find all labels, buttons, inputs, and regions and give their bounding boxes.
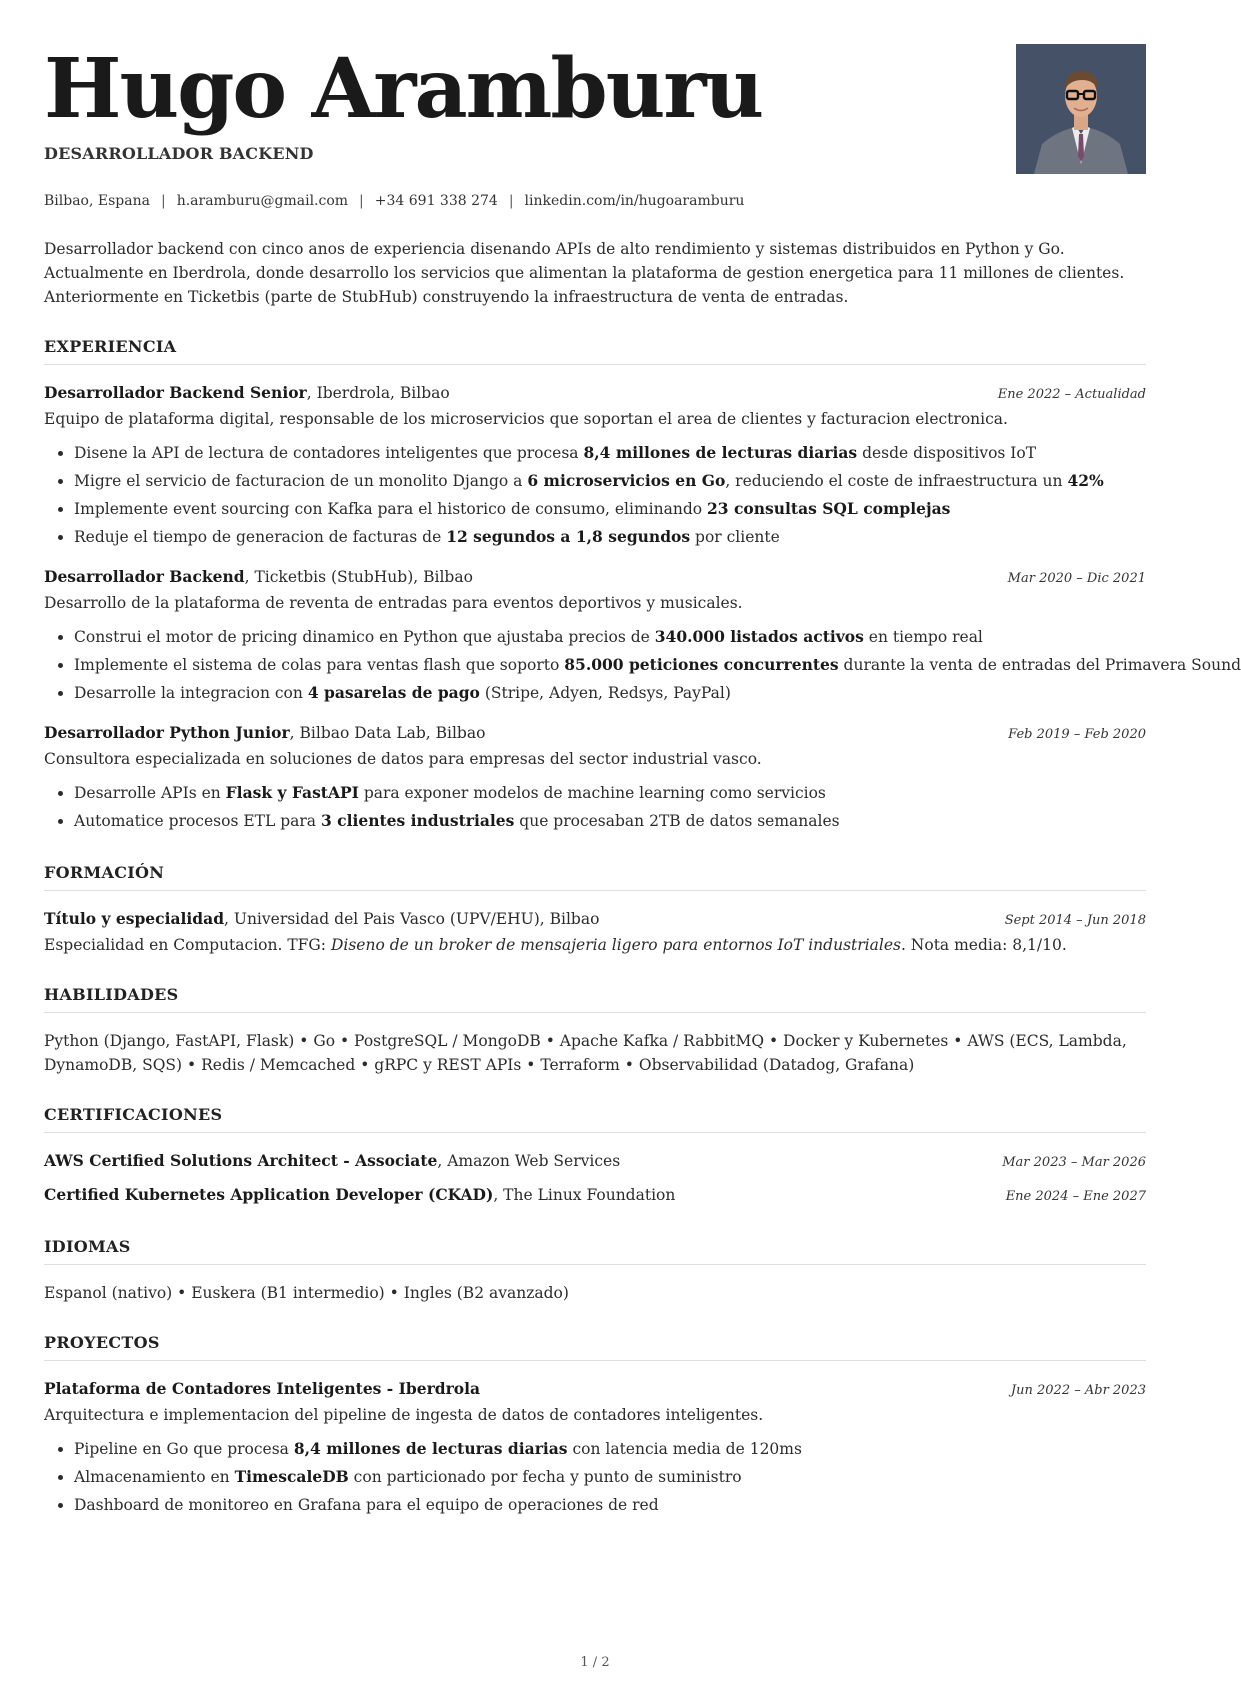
section-title-experience: EXPERIENCIA xyxy=(44,337,1146,365)
project-title: Plataforma de Contadores Inteligentes - Iberdrola xyxy=(44,1379,481,1398)
certification-date: Ene 2024 – Ene 2027 xyxy=(1005,1189,1146,1204)
job-org: , Ticketbis (StubHub), Bilbao xyxy=(244,568,473,586)
job-org: , Bilbao Data Lab, Bilbao xyxy=(289,724,486,742)
certification-item xyxy=(44,1149,1146,1175)
skills-section xyxy=(44,985,1146,1077)
job-title: Desarrollador Backend xyxy=(44,567,245,586)
certification-item xyxy=(44,1183,1146,1209)
section-title-projects: PROYECTOS xyxy=(44,1333,1146,1361)
education-date: Sept 2014 – Jun 2018 xyxy=(1004,913,1146,928)
achievement-list xyxy=(44,439,1146,551)
university-name: , Universidad del Pais Vasco (UPV/EHU), Bilbao xyxy=(224,910,600,928)
job-date: Mar 2020 – Dic 2021 xyxy=(1007,571,1146,586)
certification-issuer: , Amazon Web Services xyxy=(437,1152,621,1170)
experience-entry xyxy=(44,381,1146,551)
education-desc-text: Especialidad en Computacion. TFG: xyxy=(44,936,331,954)
achievement-list xyxy=(44,623,1241,707)
bullet-item: • Disene la API de lectura de contadores inteligentes que procesa 8,4 millones de lecturas diarias desde dispositivos IoT xyxy=(74,439,1146,467)
experience-section xyxy=(44,337,1241,835)
contact-location: Bilbao, Espana xyxy=(44,193,150,209)
profile-photo xyxy=(1016,44,1146,174)
job-org: , Iberdrola, Bilbao xyxy=(306,384,450,402)
bullet-item: • Migre el servicio de facturacion de un monolito Django a 6 microservicios en Go, reduciendo el coste de infraestructura un 42% xyxy=(74,467,1146,495)
project-description: Arquitectura e implementacion del pipeline de ingesta de datos de contadores inteligentes. xyxy=(44,1406,764,1424)
education-description xyxy=(44,933,1146,957)
bullet-item: • Dashboard de monitoreo en Grafana para el equipo de operaciones de red xyxy=(74,1491,1146,1519)
certification-date: Mar 2023 – Mar 2026 xyxy=(1002,1155,1146,1170)
profile-summary: Desarrollador backend con cinco anos de experiencia disenando APIs de alto rendimiento y sistemas distribuidos en Python y Go. Actualmente en Iberdrola, donde desarrollo los servicios que alimentan la plataforma de gestion energetica para 11 millones de clientes. Anteriormente en Ticketbis (parte de StubHub) construyendo la infraestructura de venta de entradas. xyxy=(44,240,1125,306)
certifications-section xyxy=(44,1105,1146,1209)
section-title-education: FORMACIÓN xyxy=(44,863,1146,891)
degree-title: Título y especialidad xyxy=(44,909,225,928)
bullet-item: • Construi el motor de pricing dinamico en Python que ajustaba precios de 340.000 listados activos en tiempo real xyxy=(74,623,1146,651)
skills-list: Python (Django, FastAPI, Flask) • Go • PostgreSQL / MongoDB • Apache Kafka / RabbitMQ • Docker y Kubernetes • AWS (ECS, Lambda, DynamoDB, SQS) • Redis / Memcached • gRPC y REST APIs • Terraform • Observabilidad (Datadog, Grafana) xyxy=(44,1032,1127,1074)
languages-list: Espanol (nativo) • Euskera (B1 intermedio) • Ingles (B2 avanzado) xyxy=(44,1284,569,1302)
bullet-item: • Implemente event sourcing con Kafka para el historico de consumo, eliminando 23 consultas SQL complejas xyxy=(74,495,1146,523)
contact-email[interactable]: h.aramburu@gmail.com xyxy=(176,193,349,209)
certification-title: Certified Kubernetes Application Developer (CKAD) xyxy=(44,1185,494,1204)
job-title: Desarrollador Python Junior xyxy=(44,723,290,742)
candidate-role: DESARROLLADOR BACKEND xyxy=(44,144,314,163)
education-section xyxy=(44,863,1146,957)
project-entry xyxy=(44,1377,1146,1519)
certification-title: AWS Certified Solutions Architect - Associate xyxy=(44,1151,438,1170)
job-description: Equipo de plataforma digital, responsable de los microservicios que soportan el area de clientes y facturacion electronica. xyxy=(44,410,1008,428)
contact-line xyxy=(44,193,1146,213)
contact-separator: | xyxy=(160,193,166,209)
achievement-list xyxy=(44,779,1146,835)
job-description: Consultora especializada en soluciones de datos para empresas del sector industrial vasco. xyxy=(44,750,762,768)
job-title: Desarrollador Backend Senior xyxy=(44,383,307,402)
bullet-item: • Almacenamiento en TimescaleDB con particionado por fecha y punto de suministro xyxy=(74,1463,1146,1491)
experience-entry xyxy=(44,565,1241,707)
section-title-languages: IDIOMAS xyxy=(44,1237,1146,1265)
bullet-item: • Reduje el tiempo de generacion de facturas de 12 segundos a 1,8 segundos por cliente xyxy=(74,523,1146,551)
project-date: Jun 2022 – Abr 2023 xyxy=(1010,1383,1146,1398)
experience-entry xyxy=(44,721,1146,835)
projects-section xyxy=(44,1333,1146,1519)
contact-separator: | xyxy=(359,193,364,209)
education-entry xyxy=(44,907,1146,957)
section-title-skills: HABILIDADES xyxy=(44,985,1146,1013)
contact-separator: | xyxy=(508,193,514,209)
project-bullet-list xyxy=(44,1435,1146,1519)
certification-issuer: , The Linux Foundation xyxy=(493,1186,676,1204)
thesis-title: Diseno de un broker de mensajeria ligero para entornos IoT industriales xyxy=(330,936,901,954)
bullet-item: • Automatice procesos ETL para 3 clientes industriales que procesaban 2TB de datos semanales xyxy=(74,807,1146,835)
candidate-name: Hugo Aramburu xyxy=(44,41,763,137)
contact-linkedin[interactable]: linkedin.com/in/hugoaramburu xyxy=(524,193,745,209)
job-description: Desarrollo de la plataforma de reventa de entradas para eventos deportivos y musicales. xyxy=(44,594,743,612)
contact-phone[interactable]: +34 691 338 274 xyxy=(374,193,498,209)
page-number: 1 / 2 xyxy=(580,1655,610,1670)
resume-header xyxy=(44,0,1146,175)
education-grade: . Nota media: 8,1/10. xyxy=(900,936,1067,954)
job-date: Feb 2019 – Feb 2020 xyxy=(1008,727,1146,742)
bullet-item: • Implemente el sistema de colas para ventas flash que soporto 85.000 peticiones concurrentes durante la venta de entradas del Primavera Sound xyxy=(74,651,1146,679)
bullet-item: • Desarrolle APIs en Flask y FastAPI para exponer modelos de machine learning como servicios xyxy=(74,779,1146,807)
bullet-item: • Desarrolle la integracion con 4 pasarelas de pago (Stripe, Adyen, Redsys, PayPal) xyxy=(74,679,1146,707)
languages-section xyxy=(44,1237,1146,1305)
bullet-item: • Pipeline en Go que procesa 8,4 millones de lecturas diarias con latencia media de 120ms xyxy=(74,1435,1146,1463)
job-date: Ene 2022 – Actualidad xyxy=(997,387,1146,402)
section-title-certifications: CERTIFICACIONES xyxy=(44,1105,1146,1133)
